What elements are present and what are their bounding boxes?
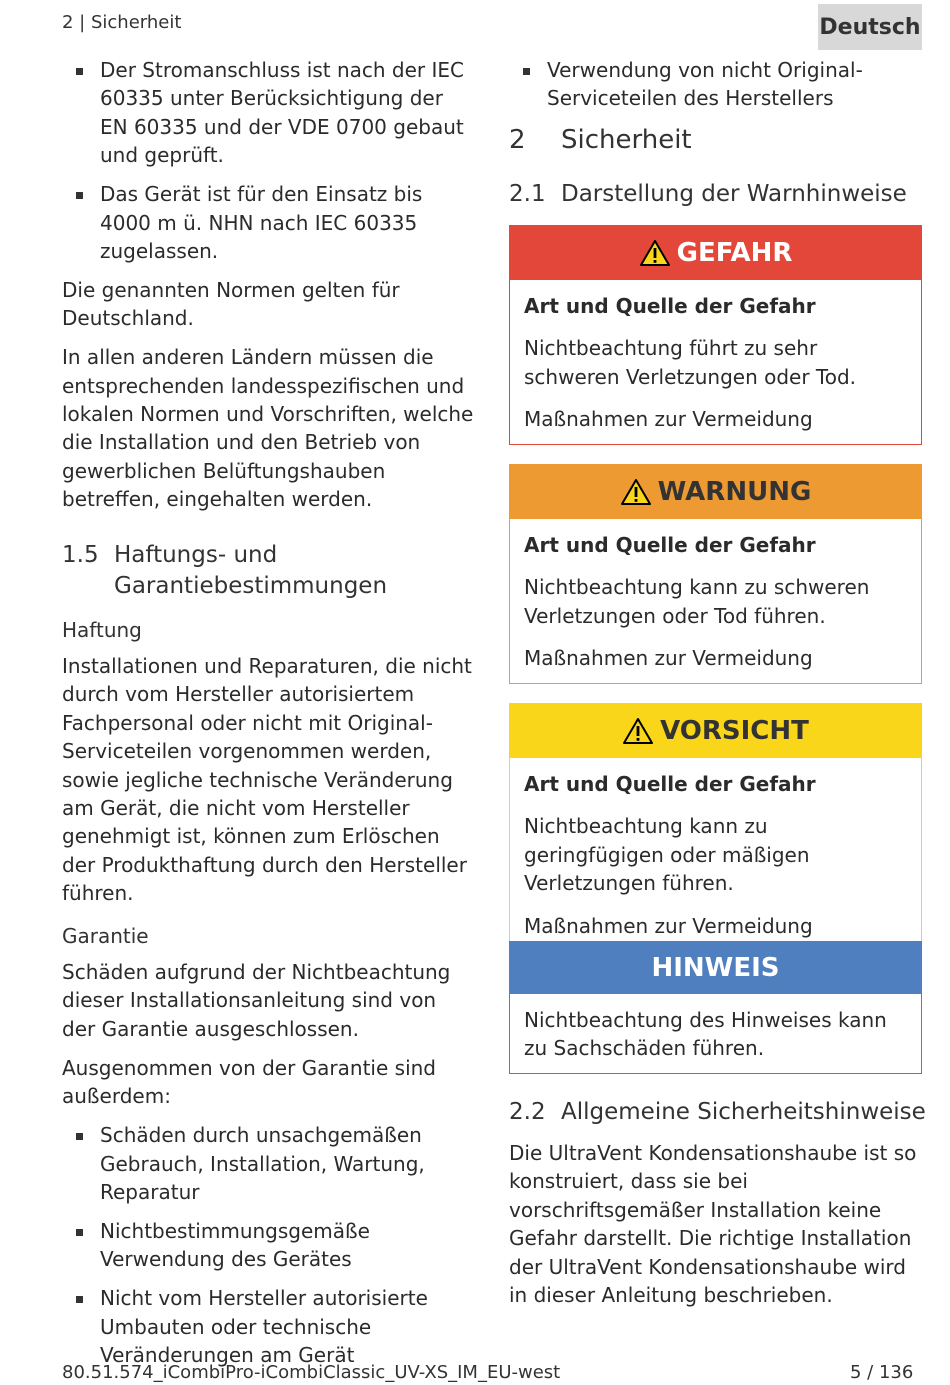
vorsicht-header [510, 704, 921, 758]
warning-triangle-icon [622, 717, 654, 745]
bullet-list-standards [62, 56, 474, 265]
paragraph: Installationen und Reparaturen, die nicht durch vom Hersteller autorisiertem Fachpersonal oder nicht mit Original-Serviceteilen vorgenommen werden, sowie jegliche technische Veränderung am Gerät, die nicht vom Hersteller genehmigt ist, können zum Erlöschen der Produkthaftung durch den Hersteller führen. [62, 654, 472, 906]
section-number: 2.1 [509, 181, 546, 207]
section-heading-2-2 [509, 1097, 926, 1128]
right-column-top [509, 56, 922, 123]
footer-document-id: 80.51.574_iCombiPro-iCombiClassic_UV-XS_IM_EU-west [62, 1362, 561, 1383]
hazard-consequence: Nichtbeachtung führt zu sehr schweren Verletzungen oder Tod. [524, 336, 857, 389]
hazard-measures: Maßnahmen zur Vermeidung [524, 646, 813, 671]
hinweis-box [509, 941, 922, 1074]
hinweis-header [510, 942, 921, 994]
warning-triangle-icon [639, 239, 671, 267]
hazard-type: Art und Quelle der Gefahr [524, 772, 816, 796]
gefahr-header [510, 226, 921, 280]
section-heading-1-5 [62, 540, 474, 602]
vorsicht-content [510, 758, 921, 950]
subheading-garantie: Garantie [62, 923, 149, 948]
paragraph: Die UltraVent Kondensationshaube ist so konstruiert, dass sie bei vorschriftsgemäßer Installation keine Gefahr darstellt. Die richtige Installation der UltraVent Kondensationshaube wird in dieser Anleitung beschrieben. [509, 1141, 917, 1308]
list-item: Das Gerät ist für den Einsatz bis 4000 m ü. NHN nach IEC 60335 zugelassen. [62, 180, 474, 265]
hinweis-content [510, 994, 921, 1073]
vorsicht-label: VORSICHT [660, 716, 809, 746]
hazard-consequence: Nichtbeachtung kann zu geringfügigen oder mäßigen Verletzungen führen. [524, 814, 810, 896]
gefahr-label: GEFAHR [676, 238, 793, 268]
bullet-list-exclusions [62, 1121, 474, 1369]
warnung-content [510, 519, 921, 683]
warnung-header [510, 465, 921, 519]
section-number: 2 [509, 125, 526, 155]
section-title: Darstellung der Warnhinweise [561, 181, 907, 207]
list-item: Nicht vom Hersteller autorisierte Umbauten oder technische Veränderungen am Gerät [62, 1284, 474, 1369]
language-badge: Deutsch [818, 4, 922, 50]
warning-triangle-icon [620, 478, 652, 506]
section-2-2-body [509, 1139, 922, 1320]
warnung-label: WARNUNG [657, 477, 812, 507]
running-header: 2 | Sicherheit [62, 12, 182, 33]
section-title: Haftungs- und Garantiebestimmungen [114, 541, 388, 599]
paragraph: Die genannten Normen gelten für Deutschland. [62, 277, 400, 331]
bullet-list-right [509, 56, 922, 113]
warnung-box [509, 464, 922, 684]
hazard-measures: Maßnahmen zur Vermeidung [524, 913, 813, 938]
section-heading-2 [509, 124, 692, 156]
paragraph: In allen anderen Ländern müssen die entsprechenden landesspezifischen und lokalen Normen und Vorschriften, welche die Installation und den Betrieb von gewerblichen Belüftungshauben betreffen, eingehalten werden. [62, 345, 474, 512]
footer-page-number: 5 / 136 [850, 1362, 914, 1383]
hinweis-label: HINWEIS [651, 953, 780, 983]
hazard-type: Art und Quelle der Gefahr [524, 533, 816, 557]
paragraph: Ausgenommen von der Garantie sind außerdem: [62, 1055, 436, 1109]
subheading-haftung: Haftung [62, 617, 142, 642]
hazard-measures: Maßnahmen zur Vermeidung [524, 407, 813, 432]
hazard-type: Art und Quelle der Gefahr [524, 294, 816, 318]
section-title: Sicherheit [561, 125, 692, 155]
list-item: Verwendung von nicht Original-Serviceteilen des Herstellers [509, 56, 922, 113]
section-number: 1.5 [62, 541, 99, 568]
vorsicht-box [509, 703, 922, 951]
section-title: Allgemeine Sicherheitshinweise [561, 1099, 926, 1125]
list-item: Der Stromanschluss ist nach der IEC 60335 unter Berücksichtigung der EN 60335 und der VDE 0700 gebaut und geprüft. [62, 56, 474, 170]
hazard-consequence: Nichtbeachtung kann zu schweren Verletzungen oder Tod führen. [524, 575, 870, 628]
gefahr-box [509, 225, 922, 445]
paragraph: Schäden aufgrund der Nichtbeachtung dieser Installationsanleitung sind von der Garantie ausgeschlossen. [62, 960, 451, 1041]
list-item: Schäden durch unsachgemäßen Gebrauch, Installation, Wartung, Reparatur [62, 1121, 474, 1206]
left-column [62, 56, 474, 1380]
notice-text: Nichtbeachtung des Hinweises kann zu Sachschäden führen. [524, 1008, 887, 1061]
section-number: 2.2 [509, 1099, 546, 1125]
gefahr-content [510, 280, 921, 444]
section-heading-2-1 [509, 179, 907, 210]
list-item: Nichtbestimmungsgemäße Verwendung des Gerätes [62, 1217, 474, 1274]
